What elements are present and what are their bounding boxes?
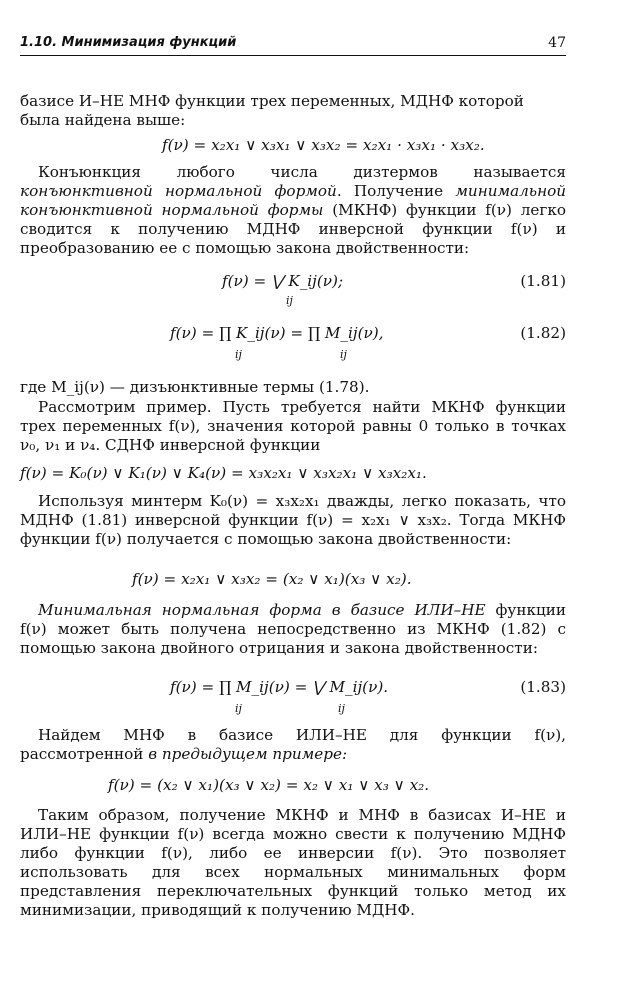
formula-text: f(ν) = K₀(ν) ∨ K₁(ν) ∨ K₄(ν) = x₃x₂x₁ ∨ x₃x₂x₁ ∨ x₃x₂x₁. xyxy=(20,464,427,482)
section-title: 1.10. Минимизация функций xyxy=(20,35,237,50)
formula-sdnf-inverse xyxy=(20,462,566,486)
formula-text: f(ν) = x₂x₁ ∨ x₃x₂ = (x₂ ∨ x₁)(x₃ ∨ x₂). xyxy=(132,570,412,588)
index-ij: ij xyxy=(340,348,347,361)
paragraph-terms: где M_ij(ν) — дизъюнктивные термы (1.78). xyxy=(20,378,370,396)
paragraph-or-not-basis xyxy=(20,601,566,658)
formula-mknf-result xyxy=(20,568,566,592)
text-span: Найдем МНФ в базисе ИЛИ–НЕ для функции f(ν), рассмотренной xyxy=(20,726,566,763)
equation-number: (1.83) xyxy=(520,678,566,696)
term-or-not-form: Минимальная нормальная форма в базисе ИЛИ–НЕ xyxy=(38,601,486,619)
paragraph-mknf-definition xyxy=(20,163,566,258)
index-ij: ij xyxy=(235,702,242,715)
formula-mnf-and-not xyxy=(20,134,566,158)
text-span: . Получение xyxy=(336,182,456,200)
running-header xyxy=(20,35,566,57)
formula-text: f(ν) = ∏ K_ij(ν) = ∏ M_ij(ν), xyxy=(170,324,384,342)
paragraph-find-mnf xyxy=(20,726,566,764)
formula-1-82 xyxy=(20,322,566,360)
term-knf: конъюнктивной нормальной формой xyxy=(20,182,337,200)
formula-text: f(ν) = (x₂ ∨ x₁)(x₃ ∨ x₂) = x₂ ∨ x₁ ∨ x₃ ∨ x₂. xyxy=(108,776,430,794)
index-ij: ij xyxy=(286,294,293,307)
equation-number: (1.81) xyxy=(520,272,566,290)
paragraph-minterm: Используя минтерм K₀(ν) = x₃x₂x₁ дважды, легко показать, что МДНФ (1.81) инверсной функции f(ν) = x₂x₁ ∨ x₃x₂. Тогда МКНФ функции f(ν) получается с помощью закона двойственности: xyxy=(20,492,566,548)
text-span: функции f(ν) может быть получена непосредственно из МКНФ (1.82) с помощью закона двойного отрицания и закона двойственности: xyxy=(20,601,566,657)
term-mknf: минимальной конъюнктивной нормальной формы xyxy=(20,182,567,219)
page-number: 47 xyxy=(548,35,566,51)
formula-text: f(ν) = ⋁ K_ij(ν); xyxy=(222,272,344,290)
formula-or-not-result xyxy=(20,774,566,798)
text-span: (МКНФ) функции f(ν) легко сводится к получению МДНФ инверсной функции f(ν) и преобразованию ее с помощью закона двойственности: xyxy=(20,201,566,257)
index-ij: ij xyxy=(338,702,345,715)
text-italic: в предыдущем примере: xyxy=(148,745,348,763)
equation-number: (1.82) xyxy=(520,324,566,342)
text-span: Конъюнкция любого числа дизтермов называется xyxy=(38,163,566,181)
formula-1-81 xyxy=(20,270,566,307)
index-ij: ij xyxy=(235,348,242,361)
paragraph-conclusion: Таким образом, получение МКНФ и МНФ в базисах И–НЕ и ИЛИ–НЕ функции f(ν) всегда можно свести к получению МДНФ либо функции f(ν), либо ее инверсии f(ν). Это позволяет использовать для всех нормальных минимальных форм представления переключательных функций только метод их минимизации, приводящий к получению МДНФ. xyxy=(20,806,566,919)
text-line-1: базисе И–НЕ МНФ функции трех переменных, МДНФ которой xyxy=(20,92,524,110)
text-line-2: была найдена выше: xyxy=(20,111,186,129)
formula-1-83 xyxy=(20,676,566,715)
paragraph-example: Рассмотрим пример. Пусть требуется найти МКНФ функции трех переменных f(ν), значения которой равны 0 только в точках ν₀, ν₁ и ν₄. СДНФ инверсной функции xyxy=(20,398,566,454)
formula-text: f(ν) = ∏ M_ij(ν) = ⋁ M_ij(ν). xyxy=(170,678,389,696)
formula-text: f(ν) = x₂x₁ ∨ x₃x₁ ∨ x₃x₂ = x₂x₁ · x₃x₁ · x₃x₂. xyxy=(162,136,485,154)
header-rule xyxy=(20,55,566,56)
